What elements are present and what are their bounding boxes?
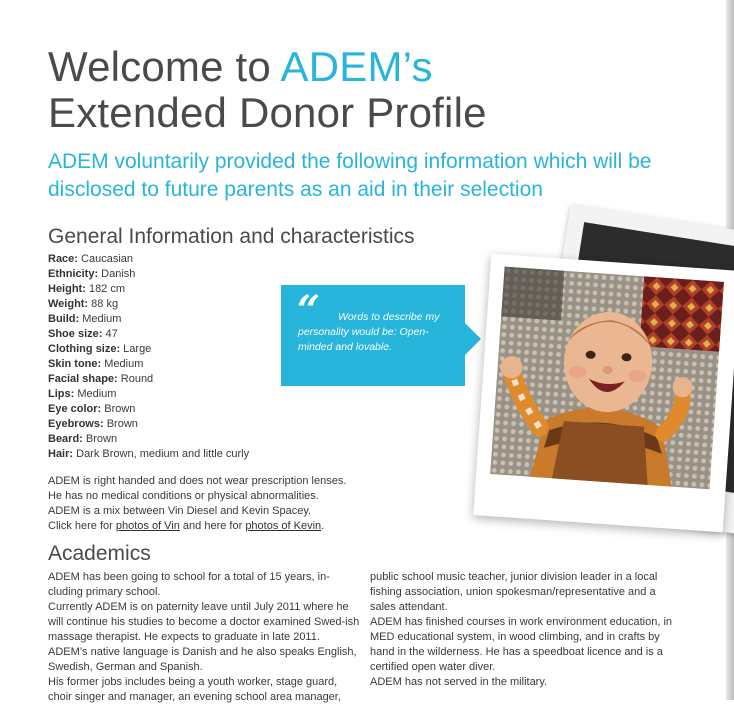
attr-eye-color: Eye color: Brown [48,403,136,415]
academics-paragraph: ADEM has finished courses in work environment education, in MED educational system, in wood climbing, and in crafts by hand in the wilderness. He has a speedboat licence and is a certified open water diver. [370,616,673,673]
academics-paragraph: ADEM has been going to school for a total of 15 years, in-cluding primary school. [48,571,330,598]
academics-column-1 [48,570,360,705]
personality-quote-bubble [281,285,465,386]
quote-mark-icon: “ [297,287,321,334]
academics-paragraph: ADEM’s native language is Danish and he also speaks English, Swedish, German and Spanish. [48,646,357,673]
academics-heading: Academics [48,542,151,565]
title-prefix: Welcome to [48,43,281,90]
academics-paragraph: Currently ADEM is on paternity leave until July 2011 where he will continue his studies to become a doctor examined Swed-ish massage therapist. He expects to graduate in late 2011. [48,601,360,643]
title-line2: Extended Donor Profile [48,89,487,136]
note-handedness: ADEM is right handed and does not wear prescription lenses. [48,475,347,487]
academics-column-2 [370,570,680,690]
attr-beard: Beard: Brown [48,433,118,445]
attr-clothing-size: Clothing size: Large [48,343,152,355]
attr-race: Race: Caucasian [48,253,134,265]
attr-skin-tone: Skin tone: Medium [48,358,144,370]
attr-shoe-size: Shoe size: 47 [48,328,118,340]
photos-of-kevin-link[interactable]: photos of Kevin [245,520,322,532]
page-subtitle: ADEM voluntarily provided the following information which will be disclosed to future parents as an aid in their selection [48,150,652,201]
general-info-heading: General Information and characteristics [48,225,415,248]
note-lookalike: ADEM is a mix between Vin Diesel and Kevin Spacey. [48,505,312,517]
title-donor-name: ADEM’s [280,43,433,90]
photos-of-vin-link[interactable]: photos of Vin [115,520,180,532]
page-title [48,44,487,136]
attr-build: Build: Medium [48,313,122,325]
photos-link-line: Click here for photos of Vin and here for photos of Kevin. [48,520,325,532]
academics-paragraph: ADEM has not served in the military. [370,676,548,688]
attr-eyebrows: Eyebrows: Brown [48,418,138,430]
academics-paragraph: His former jobs includes being a youth worker, stage guard, choir singer and manager, an evening school area manager, [48,676,341,703]
attr-hair: Hair: Dark Brown, medium and little curly [48,448,250,460]
academics-paragraph: public school music teacher, junior division leader in a local fishing association, union spokesman/representative and a sales attendant. [370,571,658,613]
childhood-photo-frame [473,254,734,533]
childhood-photo [490,267,724,490]
attr-lips: Lips: Medium [48,388,117,400]
attributes-list [48,252,249,462]
quote-text: Words to describe my personality would be: Open-minded and lovable. [298,311,440,353]
attr-height: Height: 182 cm [48,283,126,295]
attr-ethnicity: Ethnicity: Danish [48,268,136,280]
note-medical: He has no medical conditions or physical abnormalities. [48,490,319,502]
general-notes [48,474,428,534]
attr-weight: Weight: 88 kg [48,298,119,310]
attr-facial-shape: Facial shape: Round [48,373,154,385]
